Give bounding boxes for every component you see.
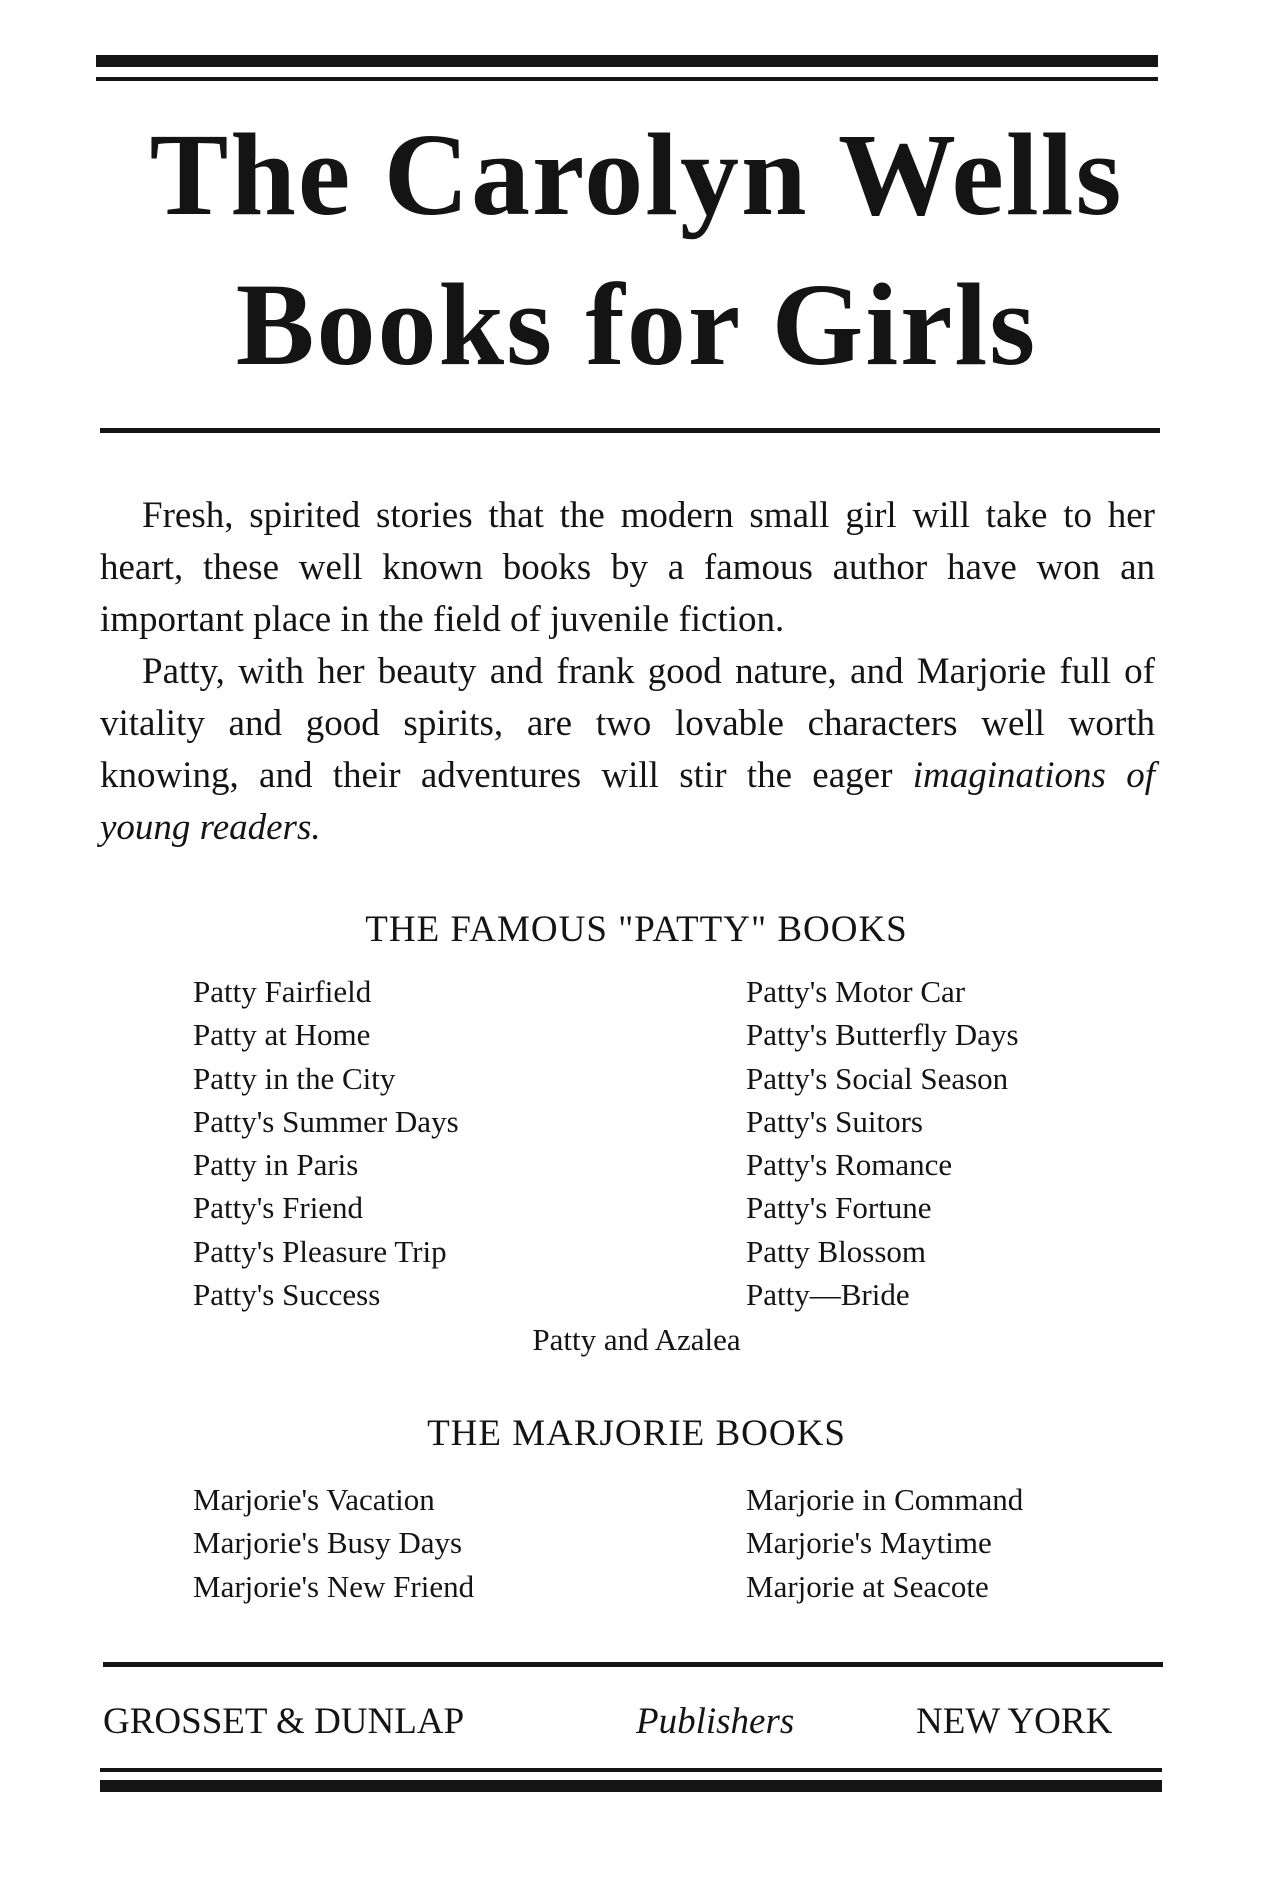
marjorie-books-left-column (193, 1478, 474, 1608)
book-title: Patty in the City (193, 1060, 396, 1096)
book-title: Marjorie's Maytime (746, 1525, 992, 1561)
patty-books-right-column (746, 970, 1019, 1316)
page-title-line-1: The Carolyn Wells (149, 109, 1124, 240)
book-title: Marjorie's Busy Days (193, 1525, 463, 1561)
book-title: Patty's Summer Days (193, 1103, 459, 1139)
marjorie-books-heading: THE MARJORIE BOOKS (427, 1413, 846, 1454)
book-title: Patty's Pleasure Trip (193, 1233, 447, 1269)
top-thin-rule (96, 77, 1158, 81)
book-title: Patty Blossom (746, 1233, 927, 1269)
patty-books-left-column (193, 970, 459, 1316)
intro-text (100, 490, 1155, 854)
footer-thick-rule (100, 1780, 1162, 1792)
book-title: Patty—Bride (746, 1277, 910, 1313)
intro-paragraph-1: Fresh, spirited stories that the modern small girl will take to her heart, these well known books by a famous author have won an important place in the field of juvenile fiction. (100, 495, 1155, 640)
patty-books-centered-title: Patty and Azalea (532, 1322, 741, 1357)
book-title: Patty's Success (193, 1277, 381, 1313)
intro-paragraph-2-end: imaginations of young readers. (100, 755, 1155, 848)
book-title: Marjorie's New Friend (193, 1568, 475, 1604)
intro-paragraph-2-main: Patty, with her beauty and frank good nature, and Marjorie full of vitality and good spirits, are two lovable characters well worth knowing, and their adventures will stir the eager (100, 651, 1155, 796)
book-title: Patty's Fortune (746, 1190, 932, 1226)
book-title: Patty's Motor Car (746, 974, 966, 1009)
book-title: Marjorie in Command (746, 1482, 1024, 1517)
book-title: Patty Fairfield (193, 974, 372, 1009)
book-title: Patty's Social Season (746, 1060, 1009, 1096)
book-title: Patty's Friend (193, 1190, 364, 1226)
book-title: Patty's Suitors (746, 1103, 923, 1139)
footer-top-rule (103, 1662, 1163, 1667)
top-thick-rule (96, 55, 1158, 67)
book-title: Marjorie's Vacation (193, 1482, 435, 1517)
intro-paragraph-2 (100, 646, 1155, 854)
page-title-line-2: Books for Girls (235, 259, 1038, 390)
book-title: Marjorie at Seacote (746, 1568, 989, 1604)
book-title: Patty at Home (193, 1017, 371, 1053)
title-divider-rule (100, 428, 1160, 433)
book-title: Patty's Romance (746, 1147, 953, 1183)
book-title: Patty's Butterfly Days (746, 1017, 1019, 1053)
footer-thin-rule (100, 1768, 1162, 1772)
publishers-label: Publishers (636, 1701, 795, 1742)
publisher-name: GROSSET & DUNLAP (103, 1701, 465, 1742)
book-title: Patty in Paris (193, 1147, 359, 1183)
patty-books-heading: THE FAMOUS "PATTY" BOOKS (365, 909, 908, 950)
marjorie-books-right-column (746, 1478, 1023, 1608)
publisher-city: NEW YORK (916, 1701, 1113, 1742)
